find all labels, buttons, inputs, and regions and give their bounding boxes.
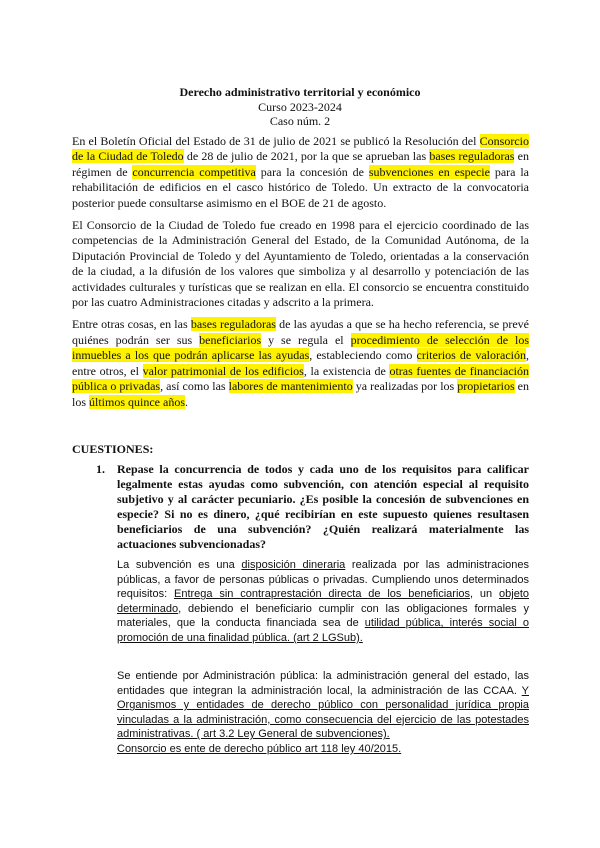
- text-run: en los: [72, 379, 530, 409]
- text-run: .: [185, 394, 189, 409]
- course-year: Curso 2023-2024: [258, 99, 342, 114]
- intro-paragraph-3: [72, 317, 529, 409]
- answer-consorcio-note: Consorcio es ente de derecho público art 118 ley 40/2015.: [117, 742, 402, 755]
- text-run: ya realizadas por los: [352, 379, 458, 394]
- text-run: En el Boletín Oficial del Estado de 31 de julio de 2021 se publicó la Resolución del: [72, 134, 480, 148]
- text-run: , un: [470, 588, 500, 601]
- answer-definition: [117, 558, 529, 646]
- text-run: El Consorcio de la Ciudad de Toledo fue creado en 1998 para el ejercicio coordinado de las competencias de la Administración General del Estado, de la Comunidad Autónoma, de la Diputación Provincial de Toledo y del Ayuntamiento de Toledo, orientadas a la conservación de la ciudad, a la difusión de los valores que simboliza y al desarrollo y potenciación de las actividades culturales y turísticas que se realizan en ella. El consorcio se encuentra constituido por las cuatro Administraciones citadas y adscrito a la primera.: [72, 218, 529, 310]
- highlighted-text: concurrencia competitiva: [132, 164, 256, 179]
- text-run: , estableciendo como: [309, 348, 417, 363]
- intro-paragraph-2: [72, 218, 529, 310]
- text-run: en régimen de: [72, 149, 529, 179]
- highlighted-text: procedimiento de selección de los inmuebles a los que podrán aplicarse las ayudas: [72, 332, 530, 363]
- highlighted-text: últimos quince años: [89, 394, 186, 409]
- text-run: La subvención es una: [117, 559, 242, 571]
- highlighted-text: valor patrimonial de los edificios: [142, 363, 304, 378]
- text-run: , debiendo el beneficiario cumplir con las obligaciones formales y materiales, que la conducta financiada sea de: [117, 602, 529, 630]
- questions-heading: CUESTIONES:: [72, 442, 154, 456]
- text-run: , entre otros, el: [72, 348, 529, 378]
- highlighted-text: criterios de valoración: [416, 348, 526, 363]
- text-run: realizada por las administraciones públicas, a favor de personas públicas o privadas. Cumpliendo unos determinados requisitos:: [117, 559, 529, 601]
- text-run: de 28 de julio de 2021, por la que se aprueban las: [183, 149, 430, 164]
- highlighted-text: bases reguladoras: [190, 317, 276, 332]
- text-run: para la rehabilitación de edificios en el casco histórico de Toledo. Un extracto de la convocatoria posterior puede consultarse asimismo en el BOE de 21 de agosto.: [72, 164, 529, 210]
- highlighted-text: otras fuentes de financiación pública o privadas: [72, 363, 530, 394]
- text-run: Entre otras cosas, en las: [72, 317, 191, 332]
- answer-paragraph-2: [117, 669, 529, 757]
- highlighted-text: Consorcio de la Ciudad de Toledo: [72, 134, 529, 164]
- text-run: , así como las: [160, 379, 229, 394]
- case-number: Caso núm. 2: [269, 114, 331, 128]
- text-run: y se regula el: [261, 332, 351, 347]
- case-statement: [72, 134, 529, 417]
- underlined-text: utilidad pública, interés social o promoción de una finalidad pública. (art 2 LGSub).: [117, 617, 529, 644]
- highlighted-text: labores de mantenimiento: [228, 379, 353, 394]
- question-1-number: 1.: [96, 462, 105, 476]
- underlined-text: objeto determinado: [117, 588, 529, 615]
- document-header: [0, 85, 600, 129]
- text-run: de las ayudas a que se ha hecho referencia, se prevé quiénes podrán ser sus: [72, 317, 530, 347]
- text-run: , la existencia de: [303, 363, 390, 378]
- highlighted-text: beneficiarios: [199, 332, 262, 347]
- document-title: Derecho administrativo territorial y económico: [179, 85, 421, 99]
- highlighted-text: propietarios: [457, 379, 515, 394]
- underlined-text: disposición dineraria: [241, 559, 346, 571]
- text-run: Se entiende por Administración pública: la administración general del estado, las entidades que integran la administración local, la administración de las CCAA.: [117, 670, 529, 697]
- question-1-text: Repase la concurrencia de todos y cada uno de los requisitos para calificar legalmente estas ayudas como subvención, con atención especial al requisito subjetivo y al carácter pecuniario. ¿Es posible la concesión de subvenciones en especie? Si no es dinero, ¿qué recibirían en este supuesto quienes resultasen beneficiarios de una subvención? ¿Quién realizará materialmente las actuaciones subvencionadas?: [117, 462, 529, 552]
- highlighted-text: subvenciones en especie: [368, 164, 490, 179]
- text-run: para la concesión de: [255, 164, 369, 179]
- intro-paragraph-1: [72, 134, 529, 211]
- underlined-text: Entrega sin contraprestación directa de los beneficiarios: [173, 588, 471, 601]
- question-1: [96, 462, 529, 553]
- answer-public-administration: [117, 669, 529, 742]
- underlined-text: Y Organismos y entidades de derecho público con personalidad jurídica propia vinculadas a la administración, como consecuencia del ejercicio de las potestades administrativas. ( art 3.2 Ley General de subvenciones).: [117, 684, 529, 741]
- highlighted-text: bases reguladoras: [429, 149, 515, 164]
- answer-paragraph-1: [117, 558, 529, 646]
